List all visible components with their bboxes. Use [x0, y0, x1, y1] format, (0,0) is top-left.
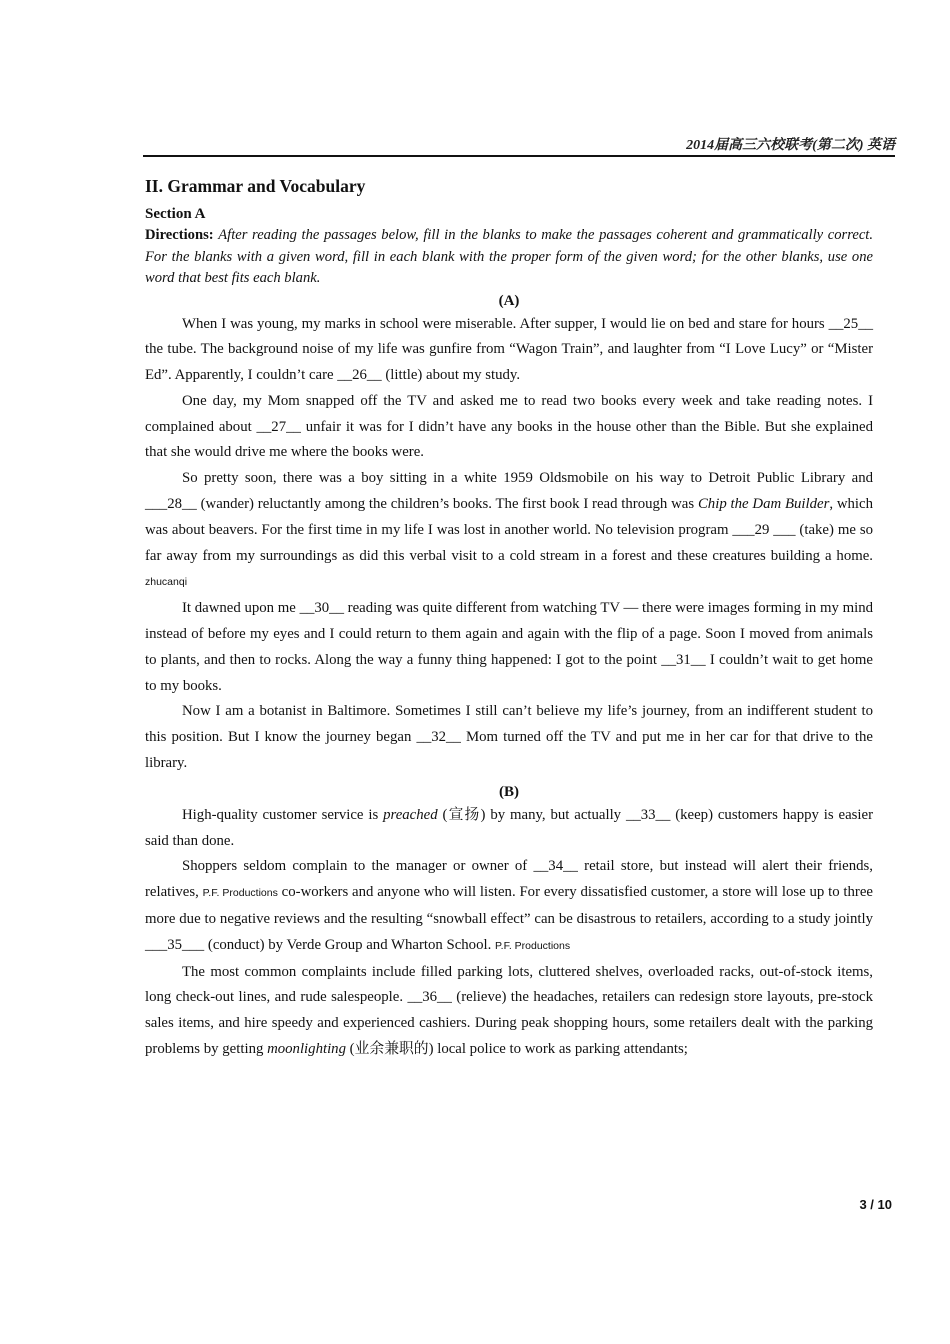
text-run: , which was about beavers. For the first time in my life I was lost in another world. No television program ___29 ___ (take) me so far away from my surroundings as did this verbal visit to a cold stream in a forest and these creatures building a home.	[145, 496, 873, 564]
page-number: 3 / 10	[859, 1197, 892, 1212]
text-run: High-quality customer service is	[182, 806, 384, 823]
text-run: co-workers and anyone who will listen. For every dissatisfied customer, a store will lose up to three more due to negative reviews and the resulting “snowball effect” can be disastrous to retailers, according to a study jointly ___35___ (conduct) by Verde Group and Wharton School.	[145, 884, 873, 953]
passage-b-paragraph-2	[145, 854, 873, 959]
emphasized-word: moonlighting	[267, 1041, 346, 1058]
book-title: Chip the Dam Builder	[697, 496, 830, 513]
passage-b-title: (B)	[499, 783, 519, 800]
watermark-text: P.F. Productions	[495, 939, 571, 952]
passage-a-paragraph-4: It dawned upon me __30__ reading was quite different from watching TV — there were images forming in my mind instead of before my eyes and I could return to them again and again with the flip of a page. Soon I moved from animals to plants, and then to rocks. Along the way a funny thing happened: I got to the point __31__ I couldn’t wait to get home to my books.	[145, 600, 873, 694]
passage-b-paragraph-3	[145, 960, 873, 1063]
passage-a-paragraph-1: When I was young, my marks in school were miserable. After supper, I would lie on bed and stare for hours __25__ the tube. The background noise of my life was gunfire from “Wagon Train”, and laughter from “I Love Lucy” or “Mister Ed”. Apparently, I couldn’t care __26__ (little) about my study.	[145, 315, 873, 384]
text-run: So pretty soon, there was a boy sitting in a white 1959 Oldsmobile on his way to Detroit Public Library and ___28__ (wander) reluctantly among the children’s books. The first book I read through was	[145, 470, 873, 513]
emphasized-word: preached	[383, 806, 438, 823]
text-run: The most common complaints include filled parking lots, cluttered shelves, overloaded racks, out-of-stock items, long check-out lines, and rude salespeople. __36__ (relieve) the headaches, retailers can redesign store layouts, pre-stock sales items, and hire speedy and experienced cashiers. During peak shopping hours, some retailers dealt with the parking problems by getting	[145, 963, 873, 1058]
text-run: (宣扬) by many, but actually __33__ (keep) customers happy is easier said than done.	[145, 806, 874, 849]
directions-label: Directions:	[145, 227, 214, 243]
passage-a-paragraph-2: One day, my Mom snapped off the TV and asked me to read two books every week and take reading notes. I complained about __27__ unfair it was for I didn’t have any books in the house other than the Bible. But she explained that she would drive me where the books were.	[145, 392, 873, 461]
watermark-text: P.F. Productions	[202, 887, 278, 900]
passage-b-paragraph-1	[145, 803, 873, 855]
watermark-text: zhucanqi	[145, 576, 188, 589]
directions	[145, 225, 873, 290]
passage-a-paragraph-5: Now I am a botanist in Baltimore. Sometimes I still can’t believe my life’s journey, from an indifferent student to this position. But I know the journey began __32__ Mom turned off the TV and put me in her car for that drive to the library.	[145, 703, 873, 772]
directions-text: After reading the passages below, fill in the blanks to make the passages coherent and grammatically correct. For the blanks with a given word, fill in each blank with the proper form of the given word; for the other blanks, use one word that best fits each blank.	[145, 227, 873, 286]
subsection-title: Section A	[145, 206, 206, 222]
text-run: (业余兼职的) local police to work as parking attendants;	[345, 1041, 688, 1058]
passage-a-title: (A)	[498, 292, 520, 309]
text-run: Shoppers seldom complain to the manager or owner of __34__ retail store, but instead will alert their friends, relatives,	[145, 858, 873, 901]
passage-a-paragraph-3	[145, 466, 873, 596]
header-rule	[143, 155, 895, 157]
page-header: 2014届高三六校联考(第二次) 英语	[686, 138, 895, 153]
section-title: II. Grammar and Vocabulary	[145, 176, 366, 196]
page-content	[145, 176, 873, 1063]
